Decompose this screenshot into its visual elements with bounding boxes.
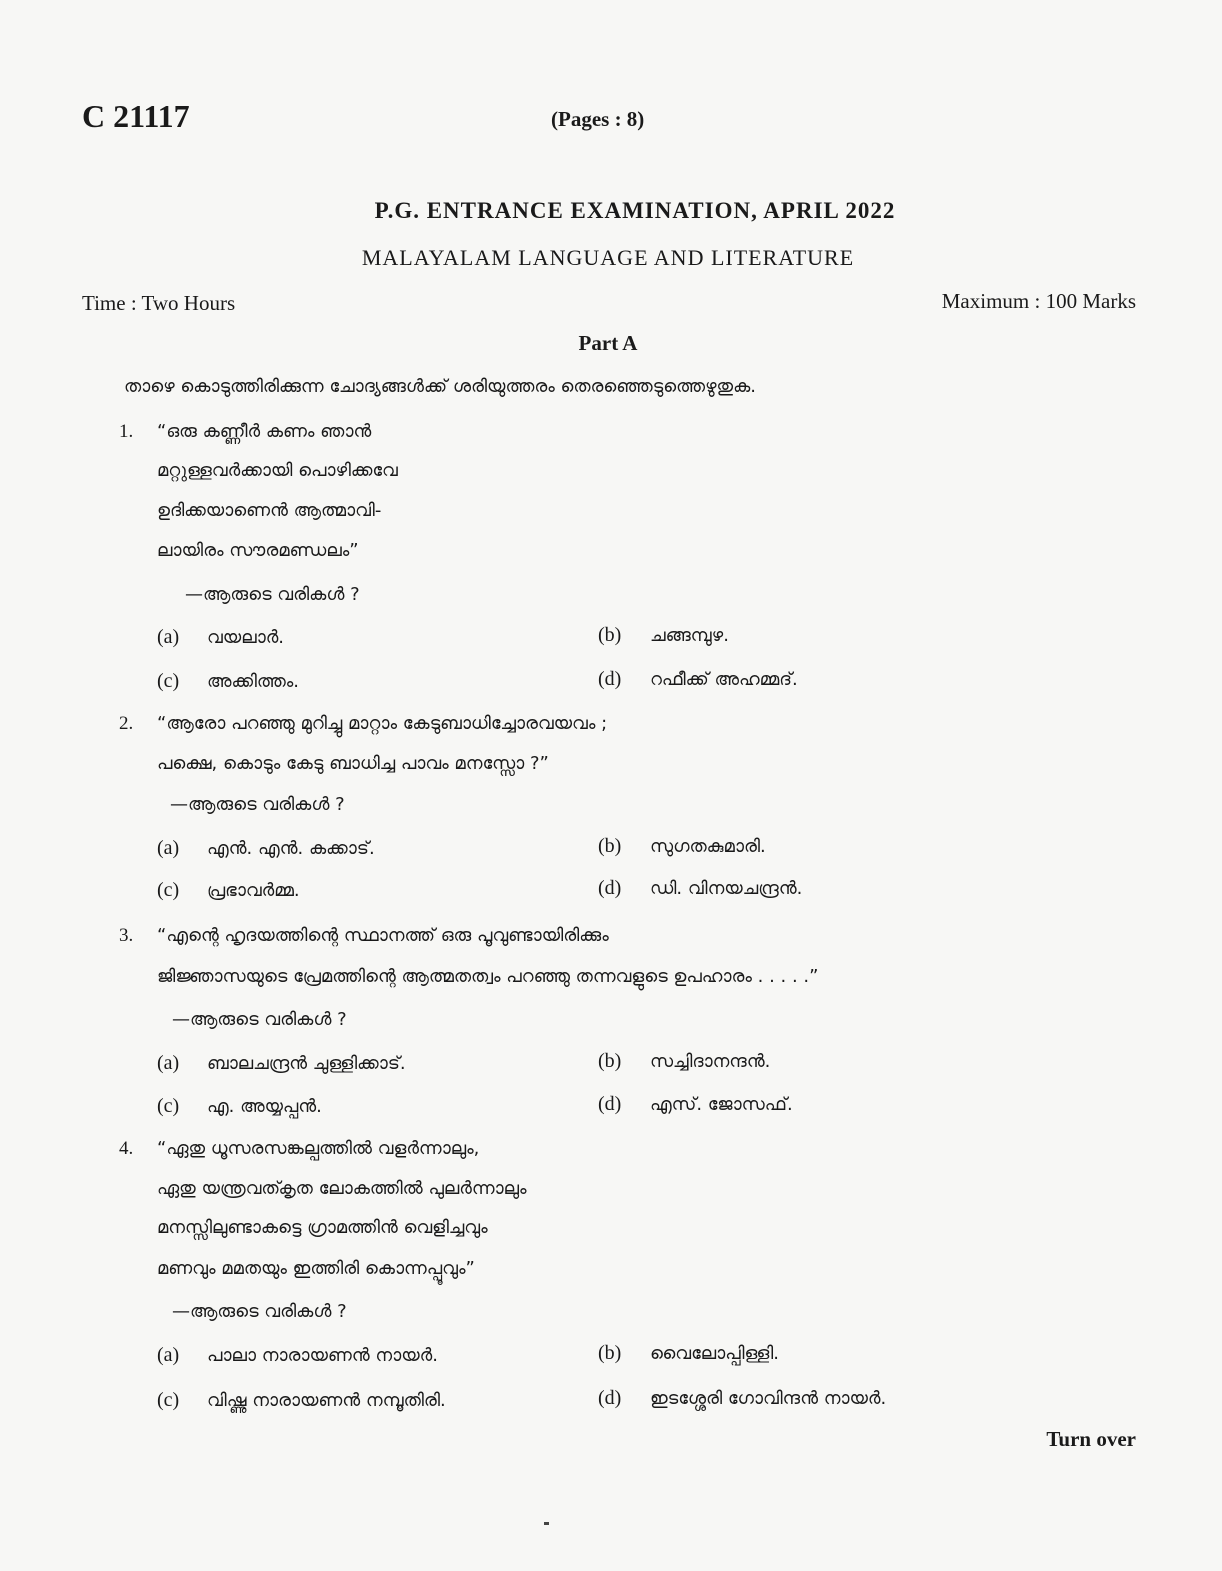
question-2-option-a-letter: (a) xyxy=(157,837,180,859)
question-4-line-4: മണവും മമതയും ഇത്തിരി കൊന്നപ്പൂവും” xyxy=(157,1258,475,1279)
question-2-number: 2. xyxy=(119,713,134,734)
question-2-option-d: ഡി. വിനയചന്ദ്രൻ. xyxy=(650,878,803,899)
question-3-option-b-letter: (b) xyxy=(598,1050,622,1072)
subject-title: MALAYALAM LANGUAGE AND LITERATURE xyxy=(361,245,855,270)
question-2-option-a: എൻ. എൻ. കക്കാട്. xyxy=(207,838,375,859)
question-2-line-2: പക്ഷെ, കൊടും കേടു ബാധിച്ച പാവം മനസ്സോ ?” xyxy=(157,753,549,774)
instruction-text: താഴെ കൊടുത്തിരിക്കുന്ന ചോദ്യങ്ങൾക്ക് ശരിയുത്തരം തെരഞ്ഞെടുത്തെഴുതുക. xyxy=(124,376,756,397)
question-1-line-1: “ഒരു കണ്ണീർ കണം ഞാൻ xyxy=(157,421,372,442)
question-3-option-b: സച്ചിദാനന്ദൻ. xyxy=(650,1051,771,1072)
question-4-line-3: മനസ്സിലുണ്ടാകട്ടെ ഗ്രാമത്തിൻ വെളിച്ചവും xyxy=(157,1217,488,1238)
question-4-option-a-letter: (a) xyxy=(157,1344,180,1366)
question-4-line-1: “ഏതു ധൂസരസങ്കല്പത്തിൽ വളർന്നാലും, xyxy=(157,1138,480,1159)
question-1-prompt: —ആരുടെ വരികൾ ? xyxy=(185,584,360,605)
question-1-option-a: വയലാർ. xyxy=(207,627,285,648)
question-4-number: 4. xyxy=(119,1138,134,1159)
maximum-marks: Maximum : 100 Marks xyxy=(941,289,1136,313)
question-3-line-1: “എന്റെ ഹൃദയത്തിന്റെ സ്ഥാനത്ത് ഒരു പൂവുണ്ടായിരിക്കും xyxy=(157,925,609,946)
question-2-prompt: —ആരുടെ വരികൾ ? xyxy=(170,794,345,815)
question-2-option-b: സുഗതകുമാരി. xyxy=(650,836,766,857)
question-1-option-d: റഫീക്ക് അഹമ്മദ്. xyxy=(650,669,798,690)
question-4-option-b-letter: (b) xyxy=(598,1342,622,1364)
question-3-option-c: എ. അയ്യപ്പൻ. xyxy=(207,1096,322,1117)
question-1-line-3: ഉദിക്കയാണെൻ ആത്മാവി- xyxy=(157,500,382,521)
question-3-option-d-letter: (d) xyxy=(598,1093,622,1115)
paper-code: C 21117 xyxy=(82,98,190,134)
turn-over-note: Turn over xyxy=(1046,1427,1136,1451)
question-4-option-c: വിഷ്ണു നാരായണൻ നമ്പൂതിരി. xyxy=(207,1390,446,1411)
question-2-line-1: “ആരോ പറഞ്ഞു മുറിച്ചു മാറ്റാം കേടുബാധിച്ചോരവയവം ; xyxy=(157,713,608,734)
part-heading: Part A xyxy=(578,331,638,355)
question-3-number: 3. xyxy=(119,925,134,946)
time-allowed: Time : Two Hours xyxy=(82,291,236,315)
question-4-option-d-letter: (d) xyxy=(598,1387,622,1409)
question-1-number: 1. xyxy=(119,421,134,442)
question-1-option-b: ചങ്ങമ്പുഴ. xyxy=(650,625,729,646)
question-4-prompt: —ആരുടെ വരികൾ ? xyxy=(172,1301,347,1322)
question-1-option-a-letter: (a) xyxy=(157,626,180,648)
question-1-option-b-letter: (b) xyxy=(598,624,622,646)
question-3-option-a-letter: (a) xyxy=(157,1052,180,1074)
question-2-option-c-letter: (c) xyxy=(157,879,180,901)
question-1-option-d-letter: (d) xyxy=(598,668,622,690)
question-1-option-c-letter: (c) xyxy=(157,670,180,692)
page-count: (Pages : 8) xyxy=(551,107,645,131)
question-3-line-2: ജിജ്ഞാസയുടെ പ്രേമത്തിന്റെ ആത്മതത്വം പറഞ്ഞു തന്നവളുടെ ഉപഹാരം . . . . .” xyxy=(157,966,819,987)
question-3-option-d: എസ്. ജോസഫ്. xyxy=(650,1094,793,1115)
exam-title: P.G. ENTRANCE EXAMINATION, APRIL 2022 xyxy=(374,198,896,223)
question-4-line-2: ഏതു യന്ത്രവത്കൃത ലോകത്തിൽ പുലർന്നാലും xyxy=(157,1178,527,1199)
question-4-option-c-letter: (c) xyxy=(157,1389,180,1411)
question-4-option-a: പാലാ നാരായണൻ നായർ. xyxy=(207,1345,438,1366)
question-4-option-b: വൈലോപ്പിള്ളി. xyxy=(650,1343,779,1364)
question-1-line-4: ലായിരം സൗരമണ്ഡലം” xyxy=(157,540,359,561)
question-4-option-d: ഇടശ്ശേരി ഗോവിന്ദൻ നായർ. xyxy=(650,1388,887,1409)
question-1-option-c: അക്കിത്തം. xyxy=(207,671,300,692)
question-3-option-a: ബാലചന്ദ്രൻ ചുള്ളിക്കാട്. xyxy=(207,1053,406,1074)
question-1-line-2: മറ്റുള്ളവർക്കായി പൊഴിക്കവേ xyxy=(157,460,398,481)
question-2-option-c: പ്രഭാവർമ്മ. xyxy=(207,880,300,901)
question-3-option-c-letter: (c) xyxy=(157,1095,180,1117)
page-mark xyxy=(544,1522,549,1525)
question-2-option-b-letter: (b) xyxy=(598,835,622,857)
question-3-prompt: —ആരുടെ വരികൾ ? xyxy=(172,1009,347,1030)
question-2-option-d-letter: (d) xyxy=(598,877,622,899)
